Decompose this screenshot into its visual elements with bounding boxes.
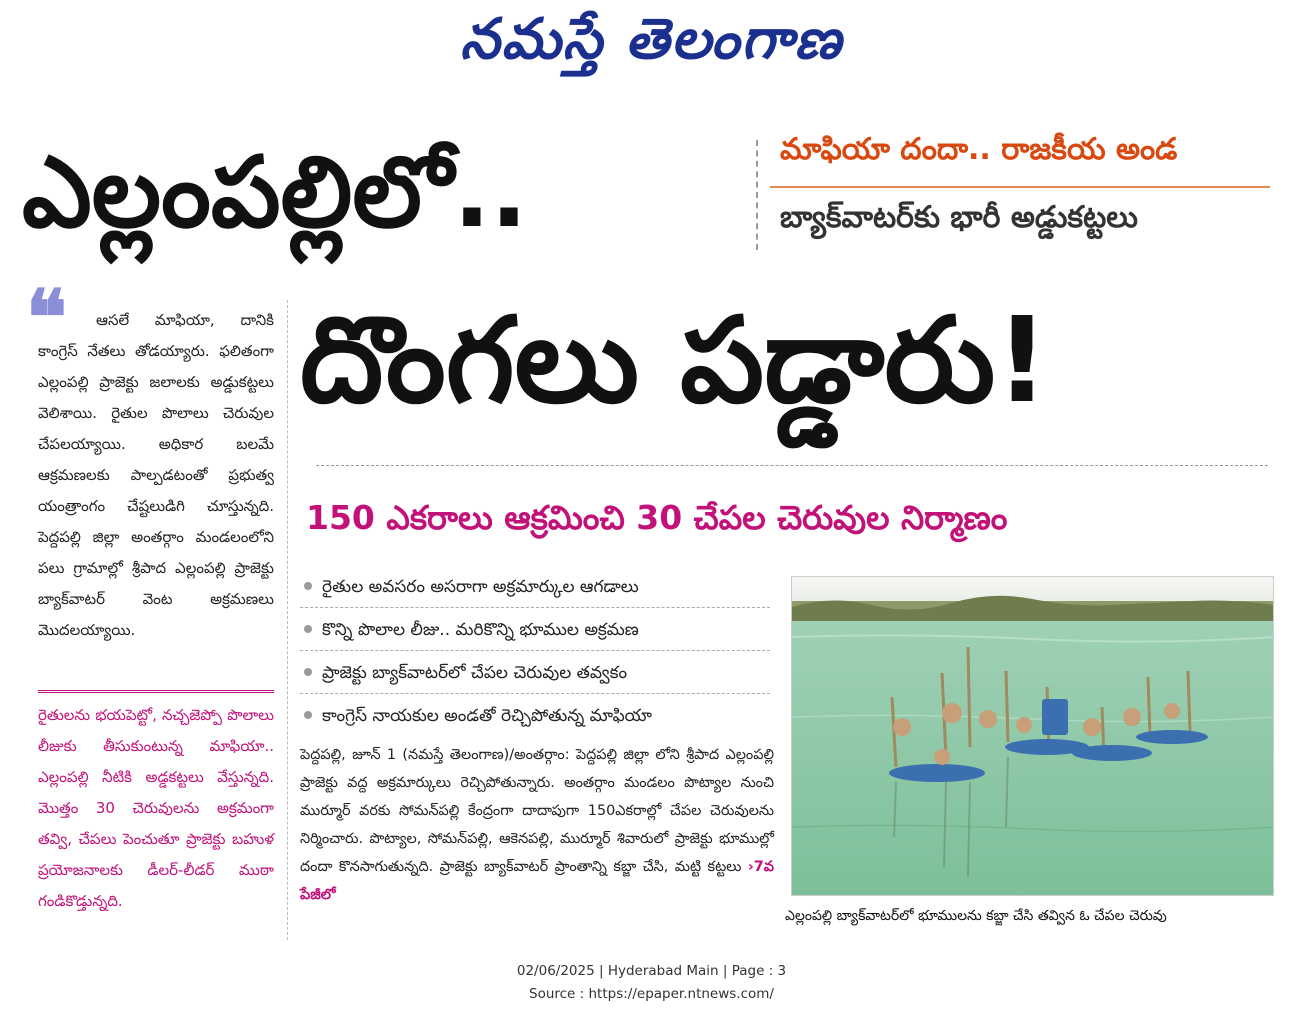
bullet-item: ప్రాజెక్టు బ్యాక్‌వాటర్‌లో చేపల చెరువుల తవ్వకం	[300, 658, 770, 694]
bullet-icon	[304, 582, 312, 590]
kicker-line-2: బ్యాక్‌వాటర్‌కు భారీ అడ్డుకట్టలు	[780, 200, 1138, 235]
headline-rule	[316, 465, 1268, 466]
continued-link[interactable]: ›7వ పేజీలో	[300, 859, 775, 903]
headline-line-2: దొంగలు పడ్డారు!	[300, 291, 1049, 429]
bullet-item: కొన్ని పొలాల లీజు.. మరికొన్ని భూముల అక్రమణ	[300, 615, 770, 651]
article-body-text: పెద్దపల్లి, జూన్ 1 (నమస్తే తెలంగాణ)/అంతర్గాం: పెద్దపల్లి జిల్లా లోని శ్రీపాద ఎల్లంపల్లి ప్రాజెక్టు వద్ద అక్రమార్కులు రెచ్చిపోతున్నారు. అంతర్గాం మండలం పొట్యాల నుంచి ముర్మూర్ వరకు సోమన్‌పల్లి కేంద్రంగా దాదాపుగా 150ఎకరాల్లో చేపల చెరువులను నిర్మించారు. పొట్యాల, సోమన్‌పల్లి, ఆకెనపల్లి, ముర్మూర్ శివారులో ప్రాజెక్టు భూముల్లో దందా కొనసాగుతున్నది. ప్రాజెక్టు బ్యాక్‌వాటర్ ప్రాంతాన్ని కబ్జా చేసి, మట్టి కట్టలు	[300, 747, 774, 875]
fish-pond-illustration	[792, 577, 1274, 896]
subheadline: 150 ఎకరాలు ఆక్రమించి 30 చేపల చెరువుల నిర్మాణం	[306, 498, 1008, 537]
photo-caption: ఎల్లంపల్లి బ్యాక్‌వాటర్‌లో భూములను కబ్జా చేసి తవ్విన ఓ చేపల చెరువు	[785, 908, 1167, 924]
footer-date-edition: 02/06/2025 | Hyderabad Main | Page : 3	[516, 963, 787, 979]
bullet-icon	[304, 625, 312, 633]
headline-line-1: ఎల్లంపల్లిలో..	[22, 136, 528, 250]
kicker-rule	[770, 186, 1270, 188]
sidebar-intro	[38, 305, 274, 646]
bullet-icon	[304, 711, 312, 719]
page-footer	[0, 960, 1303, 1006]
article-body	[300, 741, 774, 909]
bullet-icon	[304, 668, 312, 676]
sidebar-rule	[38, 690, 274, 693]
fish-pond-photo	[791, 576, 1274, 896]
sidebar-intro-text: ఆసలే మాఫియా, దానికి కాంగ్రెస్ నేతలు తోడయ్యారు. ఫలితంగా ఎల్లంపల్లి ప్రాజెక్టు జలాలకు అడ్డుకట్టలు వెలిశాయి. రైతుల పొలాలు చెరువుల చేపలయ్యాయి. అధికార బలమే ఆక్రమణలకు పాల్పడటంతో ప్రభుత్వ యంత్రాంగం చేష్టలుడిగి చూస్తున్నది. పెద్దపల్లి జిల్లా అంతర్గాం మండలంలోని పలు గ్రామాల్లో శ్రీపాద ఎల్లంపల్లి ప్రాజెక్టు బ్యాక్‌వాటర్ వెంట అక్రమణలు మొదలయ్యాయి.	[38, 311, 274, 639]
column-divider	[287, 300, 288, 940]
kicker-divider	[756, 140, 762, 250]
sidebar-highlight-text: రైతులను భయపెట్టో, నచ్చజెప్పో పొలాలు లీజుకు తీసుకుంటున్న మాఫియా.. ఎల్లంపల్లి నీటికి అడ్డకట్టలు వేస్తున్నది. మొత్తం 30 చెరువులను అక్రమంగా తవ్వి, చేపలు పెంచుతూ ప్రాజెక్టు బహుళ ప్రయోజనాలకు డీలర్-లీడర్ ముఠా గండికొడ్తున్నది.	[38, 706, 274, 910]
footer-source: Source : https://epaper.ntnews.com/	[529, 986, 774, 1002]
bullet-item: కాంగ్రెస్ నాయకుల అండతో రెచ్చిపోతున్న మాఫియా	[300, 701, 770, 736]
bullet-item: రైతుల అవసరం అసరాగా అక్రమార్కుల ఆగడాలు	[300, 572, 770, 608]
masthead-logo: నమస్తే తెలంగాణ	[460, 6, 843, 72]
kicker-line-1: మాఫియా దందా.. రాజకీయ అండ	[780, 132, 1178, 167]
quote-icon: ❝	[26, 273, 67, 362]
bullet-list	[300, 572, 770, 743]
